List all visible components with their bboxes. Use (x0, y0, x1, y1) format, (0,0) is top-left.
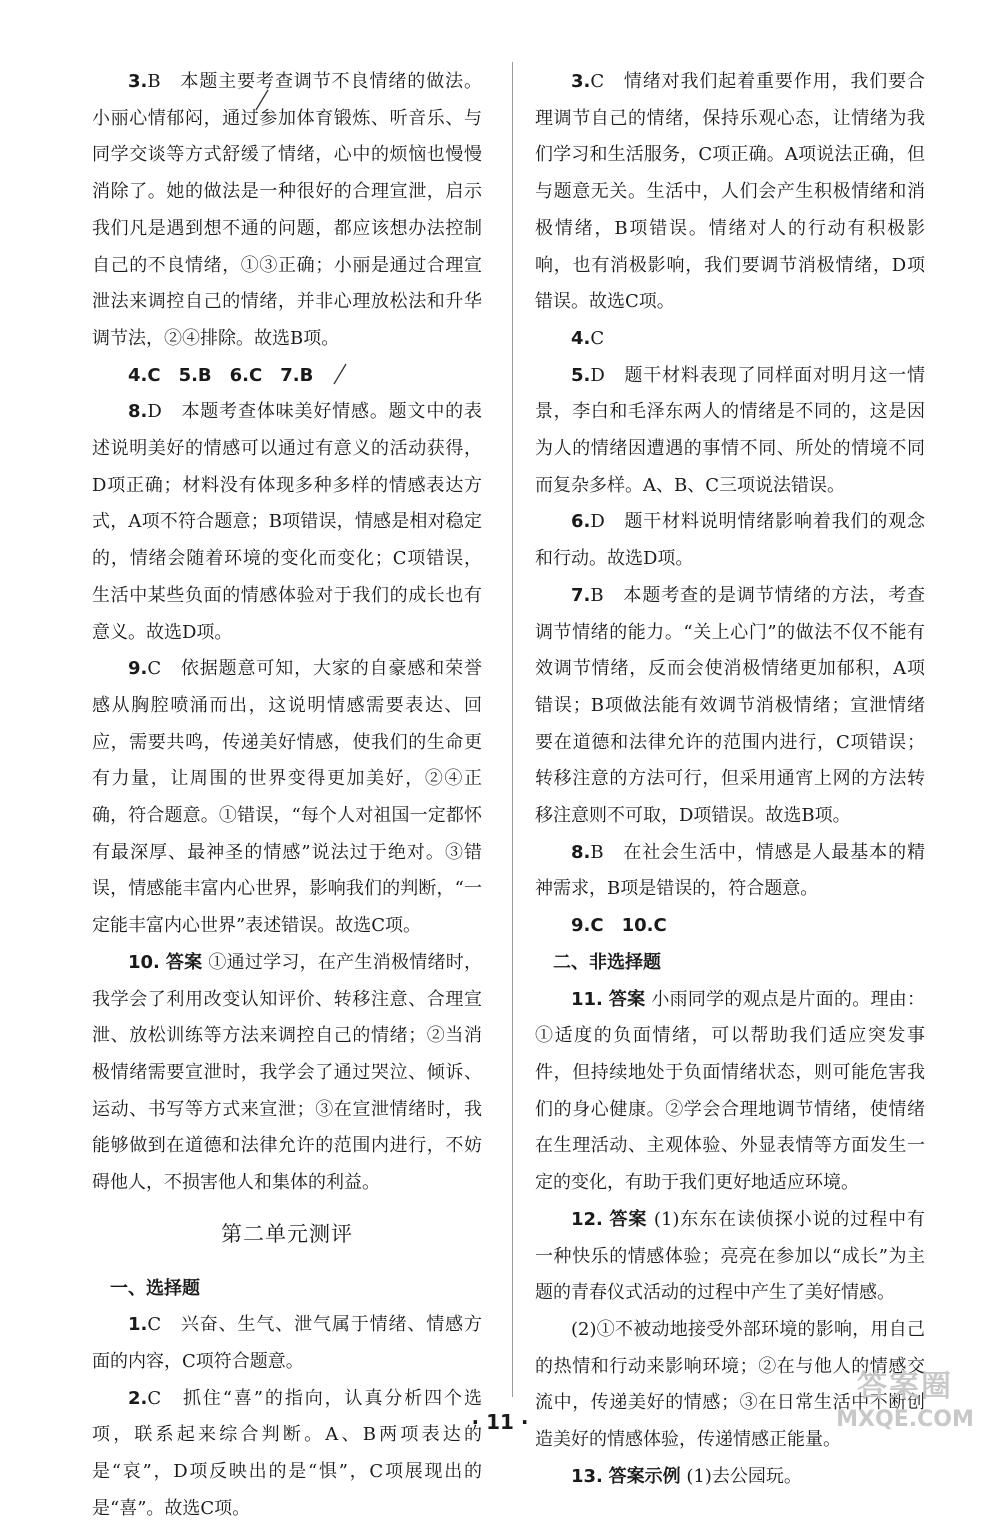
question-number: 3. (571, 71, 591, 92)
column-divider (512, 62, 513, 1397)
answer-text: C 情绪对我们起着重要作用，我们要合理调节自己的情绪，保持乐观心态，让情绪为我们学习和生活服务，C项正确。A项说法正确，但与题意无关。生活中，人们会产生积极情绪和消极情绪，B项错误。情绪对人的行动有积极影响，也有消极影响，我们要调节消极情绪，D项错误。故选C项。 (535, 71, 925, 313)
answer-3 (92, 64, 482, 358)
unit2-answer-11 (535, 982, 925, 1202)
answer-label: 答案 (609, 1208, 648, 1230)
question-number: 4. (571, 327, 591, 349)
pen-stroke-mark (332, 362, 348, 386)
answer-text: D 题干材料说明情绪影响着我们的观念和行动。故选D项。 (535, 511, 925, 570)
section-heading-choice: 一、选择题 (110, 1277, 200, 1299)
unit2-answer-9-10: 9.C 10.C (571, 915, 667, 937)
answer-text: B 本题主要考查调节不良情绪的做法。小丽心情郁闷，通过参加体育锻炼、听音乐、与同学交谈等方式舒缓了情绪，心中的烦恼也慢慢消除了。她的做法是一种很好的合理宣泄，启示我们凡是遇到想不通的问题，都应该想办法控制自己的不良情绪，①③正确；小丽是通过合理宣泄法来调控自己的情绪，并非心理放松法和升华调节法，②④排除。故选B项。 (92, 71, 482, 349)
question-number: 1. (128, 1314, 148, 1336)
answer-label: 答案 (608, 988, 646, 1010)
answer-label: 答案示例 (608, 1465, 681, 1487)
question-number: 6. (571, 511, 591, 533)
question-number: 3. (128, 71, 148, 92)
answer-text: D 题干材料表现了同样面对明月这一情景，李白和毛泽东两人的情绪是不同的，这是因为人的情绪因遭遇的事情不同、所处的情境不同而复杂多样。A、B、C三项说法错误。 (535, 364, 925, 496)
answer-10 (92, 945, 482, 1202)
answer-text: D 本题考查体味美好情感。题文中的表述说明美好的情感可以通过有意义的活动获得，D项正确；材料没有体现多种多样的情感表达方式，A项不符合题意；B项错误，情感是相对稳定的，情绪会随着环境的变化而变化；C项错误，生活中某些负面的情感体验对于我们的成长也有意义。故选D项。 (92, 401, 482, 643)
unit2-answer-5 (535, 358, 925, 505)
answer-label: 答案 (165, 951, 203, 973)
answer-text: C 抓住“喜”的指向，认真分析四个选项，联系起来综合判断。A、B两项表达的是“哀”，D项反映出的是“惧”，C项展现出的是“喜”。故选C项。 (92, 1387, 482, 1519)
answer-text: C 依据题意可知，大家的自豪感和荣誉感从胸腔喷涌而出，这说明情感需要表达、回应，需要共鸣，传递美好情感，使我们的生命更有力量，让周围的世界变得更加美好，②④正确，符合题意。①错误，“每个人对祖国一定都怀有最深厚、最神圣的情感”说法过于绝对。③错误，情感能丰富内心世界，影响我们的判断，“一定能丰富内心世界”表述错误。故选C项。 (92, 658, 482, 937)
answer-text: B 在社会生活中，情感是人最基本的精神需求，B项是错误的，符合题意。 (535, 841, 925, 900)
answer-text: B 本题考查的是调节情绪的方法，考查调节情绪的能力。“关上心门”的做法不仅不能有效调节情绪，反而会使消极情绪更加郁积，A项错误；B项做法能有效调节消极情绪；宣泄情绪要在道德和法律允许的范围内进行，C项错误；转移注意的方法可行，但采用通宵上网的方法转移注意则不可取，D项错误。故选B项。 (535, 584, 925, 827)
watermark-logo (820, 1368, 990, 1448)
unit-title: 第二单元测评 (221, 1221, 353, 1246)
answer-text: C 兴奋、生气、泄气属于情绪、情感方面的内容，C项符合题意。 (92, 1314, 482, 1372)
unit2-answer-12 (535, 1202, 925, 1312)
answer-4-7: 4.C 5.B 6.C 7.B (128, 364, 314, 386)
question-number: 8. (128, 401, 148, 423)
question-number: 5. (571, 364, 591, 386)
watermark-site-text: MXQE.COM (836, 1407, 974, 1432)
question-number: 12. (571, 1208, 603, 1230)
unit2-answer-7 (535, 578, 925, 835)
left-column (92, 64, 482, 1527)
right-column (535, 64, 925, 1495)
unit2-answer-1 (92, 1307, 482, 1380)
unit2-answer-4 (535, 321, 925, 358)
answer-text: 小雨同学的观点是片面的。理由：①适度的负面情绪，可以帮助我们适应突发事件，但持续地处于负面情绪状态，则可能危害我们的身心健康。②学会合理地调节情绪，使情绪在生理活动、主观体验、外显表情等方面发生一定的变化，有助于我们更好地适应环境。 (535, 988, 925, 1194)
question-number: 7. (571, 584, 591, 606)
section-heading-non-choice: 二、非选择题 (553, 951, 661, 973)
answer-text: (1)东东在读侦探小说的过程中有一种快乐的情感体验；亮亮在参加以“成长”为主题的青春仪式活动的过程中产生了美好情感。 (535, 1208, 925, 1304)
question-number: 13. (571, 1465, 603, 1487)
answer-text: (1)去公园玩。 (686, 1465, 802, 1487)
unit2-answer-12-part2: (2)①不被动地接受外部环境的影响，用自己的热情和行动来影响环境；②在与他人的情感交流中，传递美好的情感；③在日常生活中不断创造美好的情感体验，传递情感正能量。 (535, 1318, 925, 1451)
question-number: 11. (571, 988, 603, 1010)
page-number: · 11 · (471, 1410, 529, 1434)
unit2-answer-2 (92, 1381, 482, 1527)
question-number: 9. (128, 658, 148, 680)
question-number: 10. (128, 951, 160, 973)
pen-stroke-mark (254, 88, 270, 112)
answer-text: C (590, 327, 605, 349)
watermark-logo-text: 答案圈 (857, 1369, 953, 1404)
unit2-answer-6 (535, 504, 925, 577)
unit2-answer-3 (535, 64, 925, 321)
answer-8 (92, 394, 482, 651)
question-number: 8. (571, 841, 591, 863)
answer-text: ①通过学习，在产生消极情绪时，我学会了利用改变认知评价、转移注意、合理宣泄、放松训练等方法来调控自己的情绪；②当消极情绪需要宣泄时，我学会了通过哭泣、倾诉、运动、书写等方式来宣泄；③在宣泄情绪时，我能够做到在道德和法律允许的范围内进行，不妨碍他人，不损害他人和集体的利益。 (92, 951, 482, 1194)
unit2-answer-13 (535, 1459, 925, 1496)
unit2-answer-8 (535, 835, 925, 908)
question-number: 2. (128, 1387, 148, 1409)
answer-9 (92, 651, 482, 945)
